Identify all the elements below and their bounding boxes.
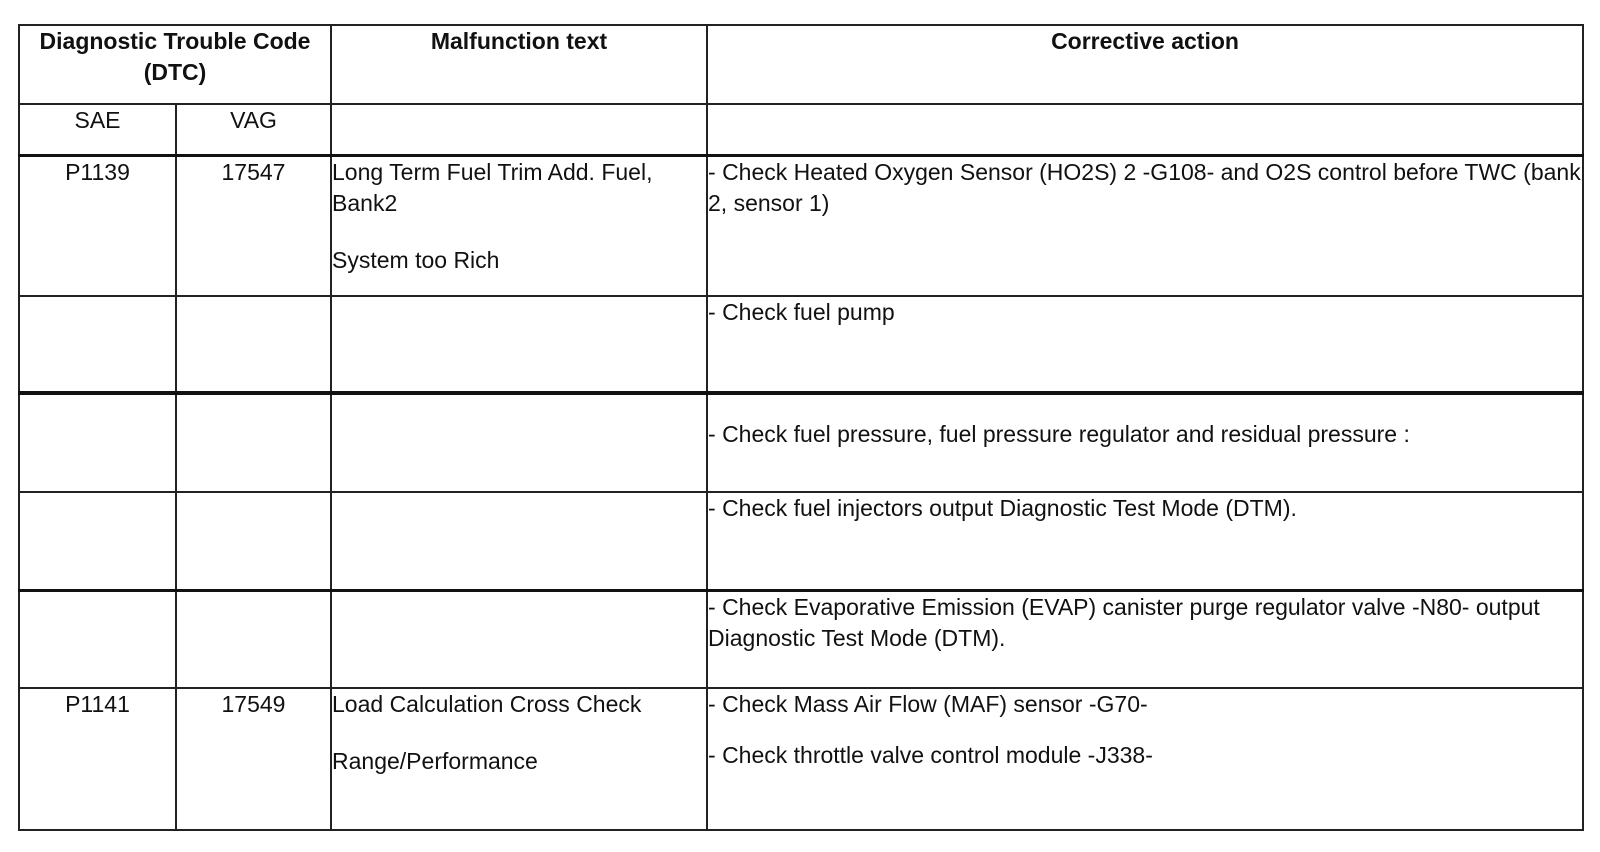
table-row [19,590,1583,688]
corrective-text: - Check Mass Air Flow (MAF) sensor -G70- [708,691,1148,717]
malfunction-cell [331,296,707,393]
corrective-cell [707,492,1583,590]
malfunction-text: Long Term Fuel Trim Add. Fuel, Bank2 [332,158,653,216]
vag-code [176,296,331,393]
malfunction-header: Malfunction text [331,25,707,104]
empty-cell [707,104,1583,155]
sae-code: P1139 [19,155,176,296]
malfunction-cell [331,155,707,296]
empty-cell [331,104,707,155]
corrective-text: - Check fuel pump [708,299,895,325]
header-row [19,25,1583,104]
table-row [19,393,1583,492]
corrective-text: - Check throttle valve control module -J338- [708,742,1153,768]
table-row [19,296,1583,393]
malfunction-cell [331,393,707,492]
corrective-text: - Check fuel pressure, fuel pressure regulator and residual pressure : [708,421,1410,447]
vag-code: 17549 [176,688,331,830]
corrective-text: - Check Heated Oxygen Sensor (HO2S) 2 -G108- and O2S control before TWC (bank 2, sensor 1) [708,158,1581,216]
malfunction-text: System too Rich [332,246,500,273]
malfunction-cell [331,590,707,688]
vag-code: 17547 [176,155,331,296]
malfunction-cell [331,688,707,830]
corrective-cell [707,590,1583,688]
corrective-header: Corrective action [707,25,1583,104]
corrective-cell [707,155,1583,296]
subheader-row [19,104,1583,155]
corrective-text: - Check fuel injectors output Diagnostic Test Mode (DTM). [708,495,1297,521]
vag-code [176,393,331,492]
dtc-header: Diagnostic Trouble Code (DTC) [19,25,331,104]
vag-code [176,590,331,688]
malfunction-text: Load Calculation Cross Check [332,691,642,717]
sae-code [19,296,176,393]
corrective-cell [707,393,1583,492]
table-row [19,492,1583,590]
malfunction-cell [331,492,707,590]
sae-code [19,393,176,492]
corrective-cell [707,688,1583,830]
malfunction-text: Range/Performance [332,748,538,774]
sae-code [19,590,176,688]
dtc-table [18,24,1584,831]
table-row [19,155,1583,296]
vag-header: VAG [176,104,331,155]
corrective-text: - Check Evaporative Emission (EVAP) canister purge regulator valve -N80- output Diagnostic Test Mode (DTM). [708,593,1540,651]
corrective-cell [707,296,1583,393]
sae-header: SAE [19,104,176,155]
sae-code [19,492,176,590]
sae-code: P1141 [19,688,176,830]
table-row [19,688,1583,830]
vag-code [176,492,331,590]
